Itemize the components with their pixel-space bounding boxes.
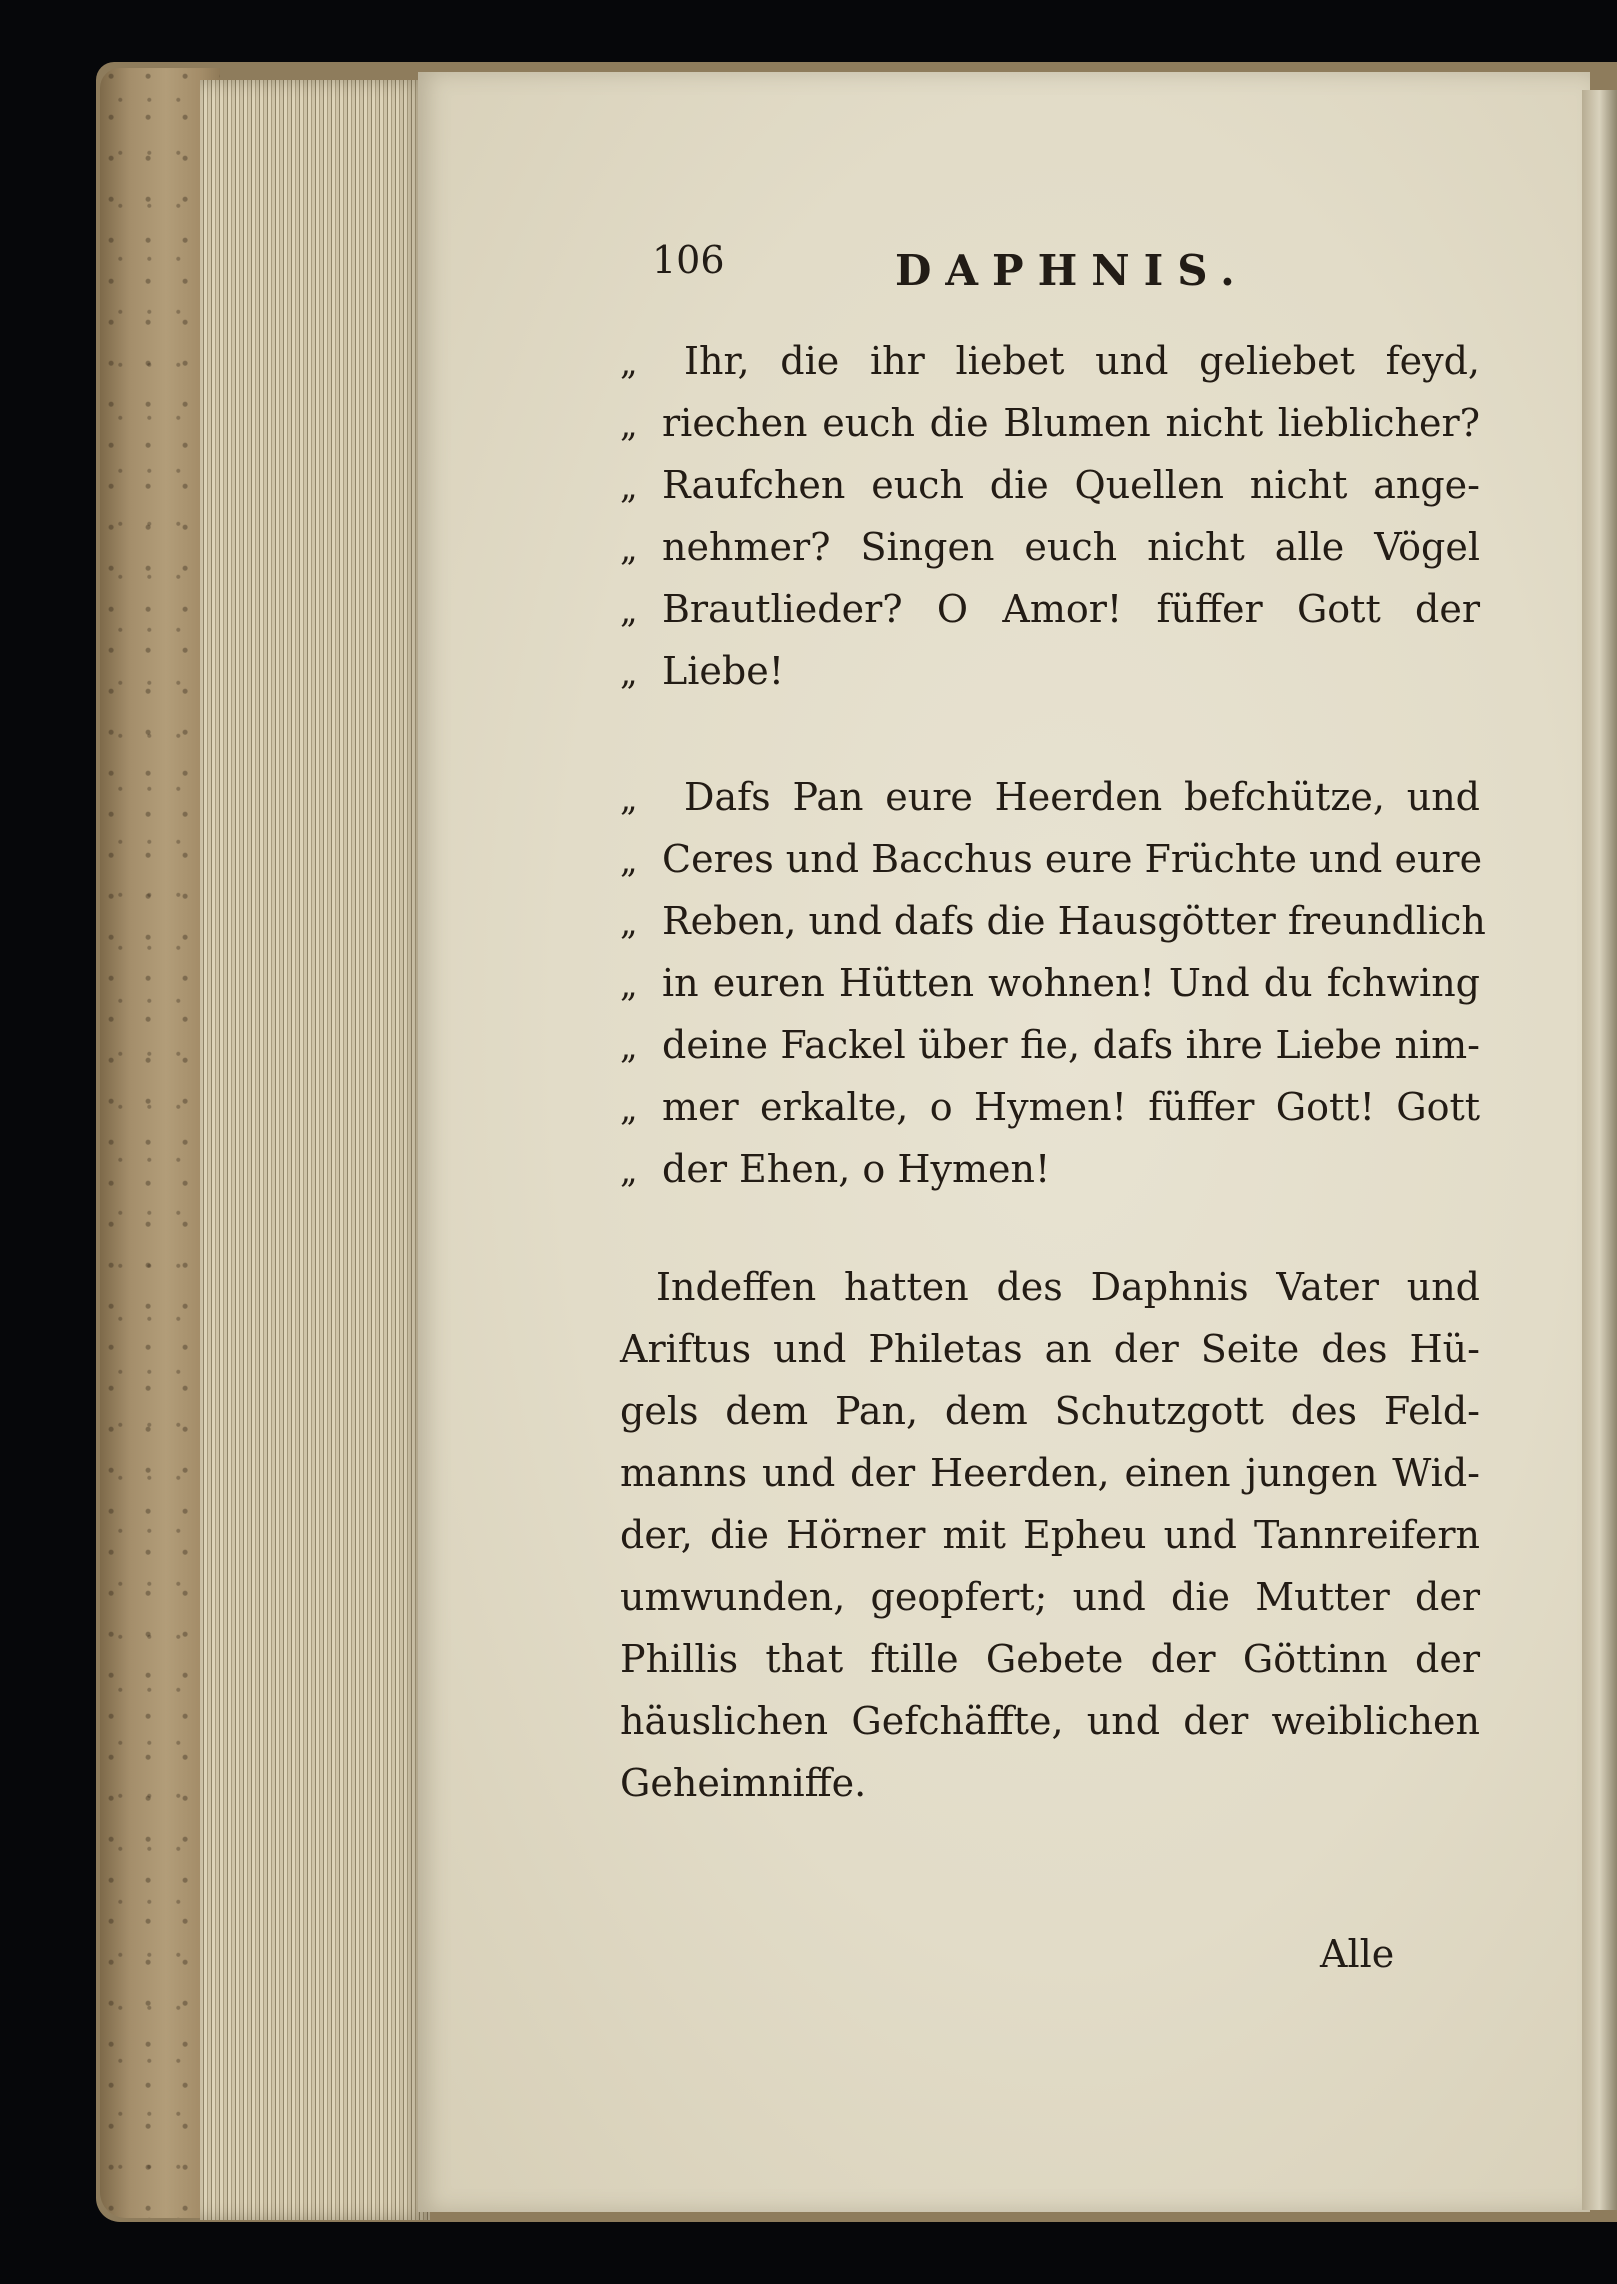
quote-mark: „	[620, 779, 638, 819]
catchword: Alle	[1320, 1932, 1395, 1976]
text-line: „ nehmer? Singen euch nicht alle Vögel	[620, 516, 1480, 578]
quote-mark: „	[620, 529, 638, 569]
quote-mark: „	[620, 1151, 638, 1191]
paragraph-2	[620, 766, 1486, 1200]
text-line: Geheimniffe.	[620, 1761, 867, 1805]
paragraph-1	[620, 330, 1480, 702]
paragraph-3	[620, 1256, 1480, 1814]
text-line: Phillis that ftille Gebete der Göttinn der	[620, 1637, 1480, 1681]
text-line: „ Ihr, die ihr liebet und geliebet feyd,	[620, 330, 1480, 392]
page-number: 106	[652, 238, 725, 282]
quote-mark: „	[620, 467, 638, 507]
text-line: „ der Ehen, o Hymen!	[620, 1138, 1480, 1200]
text-line: manns und der Heerden, einen jungen Wid-	[620, 1451, 1480, 1495]
text-line: „ Ceres und Bacchus eure Früchte und eure	[620, 828, 1480, 890]
text-line: umwunden, geopfert; und die Mutter der	[620, 1575, 1480, 1619]
quote-mark: „	[620, 841, 638, 881]
paragraph-gap	[620, 702, 1480, 766]
text-line: Ariftus und Philetas an der Seite des Hü-	[620, 1327, 1480, 1371]
quote-mark: „	[620, 965, 638, 1005]
quote-mark: „	[620, 653, 638, 693]
text-body	[620, 330, 1486, 1814]
quote-mark: „	[620, 1027, 638, 1067]
quote-mark: „	[620, 591, 638, 631]
text-line: der, die Hörner mit Epheu und Tannreifern	[620, 1513, 1480, 1557]
text-line: gels dem Pan, dem Schutzgott des Feld-	[620, 1389, 1480, 1433]
text-line: „ Raufchen euch die Quellen nicht ange-	[620, 454, 1480, 516]
quote-mark: „	[620, 405, 638, 445]
paragraph-gap	[620, 1200, 1480, 1256]
text-line: „ in euren Hütten wohnen! Und du fchwing	[620, 952, 1480, 1014]
book-gutter	[1582, 90, 1617, 2210]
page-stack-edges	[200, 80, 430, 2220]
text-line: „ deine Fackel über fie, dafs ihre Liebe nim-	[620, 1014, 1480, 1076]
text-line: „ Liebe!	[620, 640, 1480, 702]
text-line: „ Brautlieder? O Amor! füffer Gott der	[620, 578, 1480, 640]
quote-mark: „	[620, 343, 638, 383]
quote-mark: „	[620, 903, 638, 943]
text-line: häuslichen Gefchäffte, und der weiblichen	[620, 1699, 1480, 1743]
text-line: „ Reben, und dafs die Hausgötter freundlich	[620, 890, 1480, 952]
text-line: „ mer erkalte, o Hymen! füffer Gott! Gott	[620, 1076, 1480, 1138]
text-line: „ Dafs Pan eure Heerden befchütze, und	[620, 766, 1480, 828]
text-line: Indeffen hatten des Daphnis Vater und	[656, 1265, 1480, 1309]
text-line: „ riechen euch die Blumen nicht lieblicher?	[620, 392, 1480, 454]
running-head: DAPHNIS.	[895, 246, 1249, 295]
quote-mark: „	[620, 1089, 638, 1129]
